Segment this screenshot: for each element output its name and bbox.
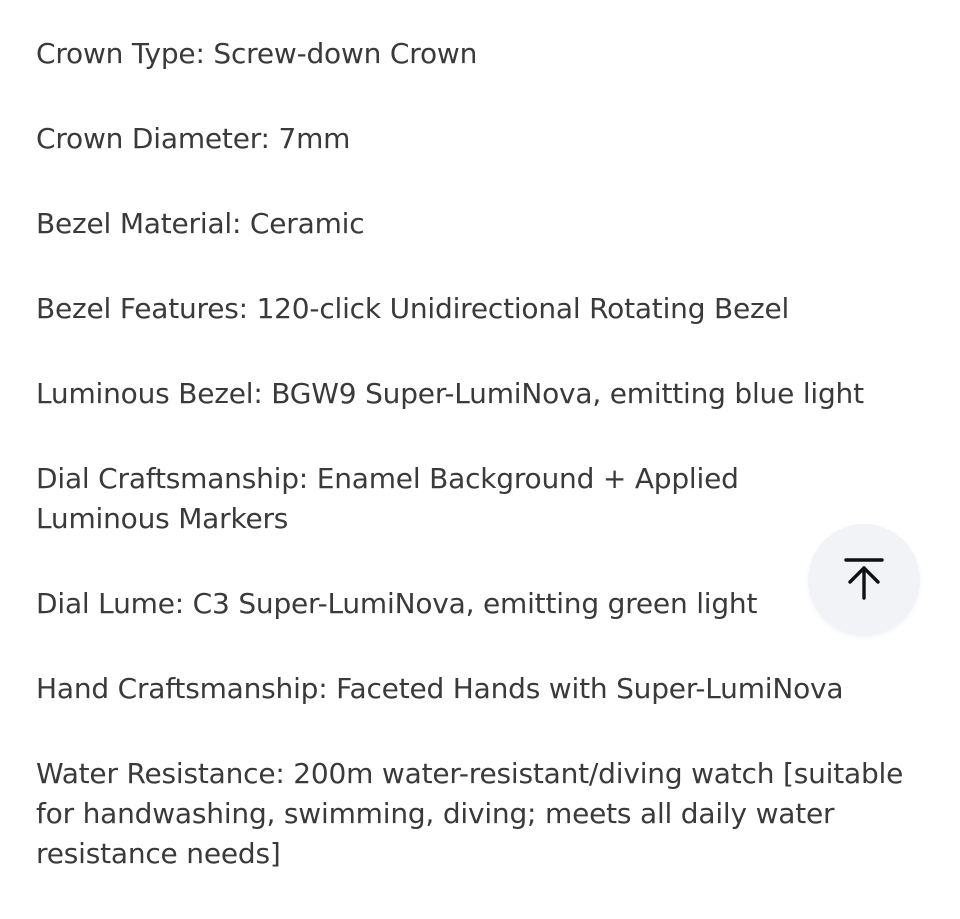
spec-dial-craftsmanship: Dial Craftsmanship: Enamel Background + Applied Luminous Markers	[36, 462, 739, 535]
spec-hand-craftsmanship: Hand Craftsmanship: Faceted Hands with Super-LumiNova	[36, 672, 844, 705]
spec-crown-diameter: Crown Diameter: 7mm	[36, 122, 351, 155]
back-to-top-button[interactable]	[808, 524, 920, 636]
spec-dial-lume: Dial Lume: C3 Super-LumiNova, emitting green light	[36, 587, 758, 620]
spec-luminous-bezel: Luminous Bezel: BGW9 Super-LumiNova, emitting blue light	[36, 377, 864, 410]
spec-crown-type: Crown Type: Screw-down Crown	[36, 37, 478, 70]
spec-bezel-features: Bezel Features: 120-click Unidirectional Rotating Bezel	[36, 292, 790, 325]
spec-bezel-material: Bezel Material: Ceramic	[36, 207, 365, 240]
arrow-up-to-line-icon	[840, 554, 888, 606]
spec-water-resistance: Water Resistance: 200m water-resistant/diving watch [suitable for handwashing, swimming, diving; meets all daily water resistance needs]	[36, 757, 904, 870]
spec-list	[36, 34, 926, 919]
